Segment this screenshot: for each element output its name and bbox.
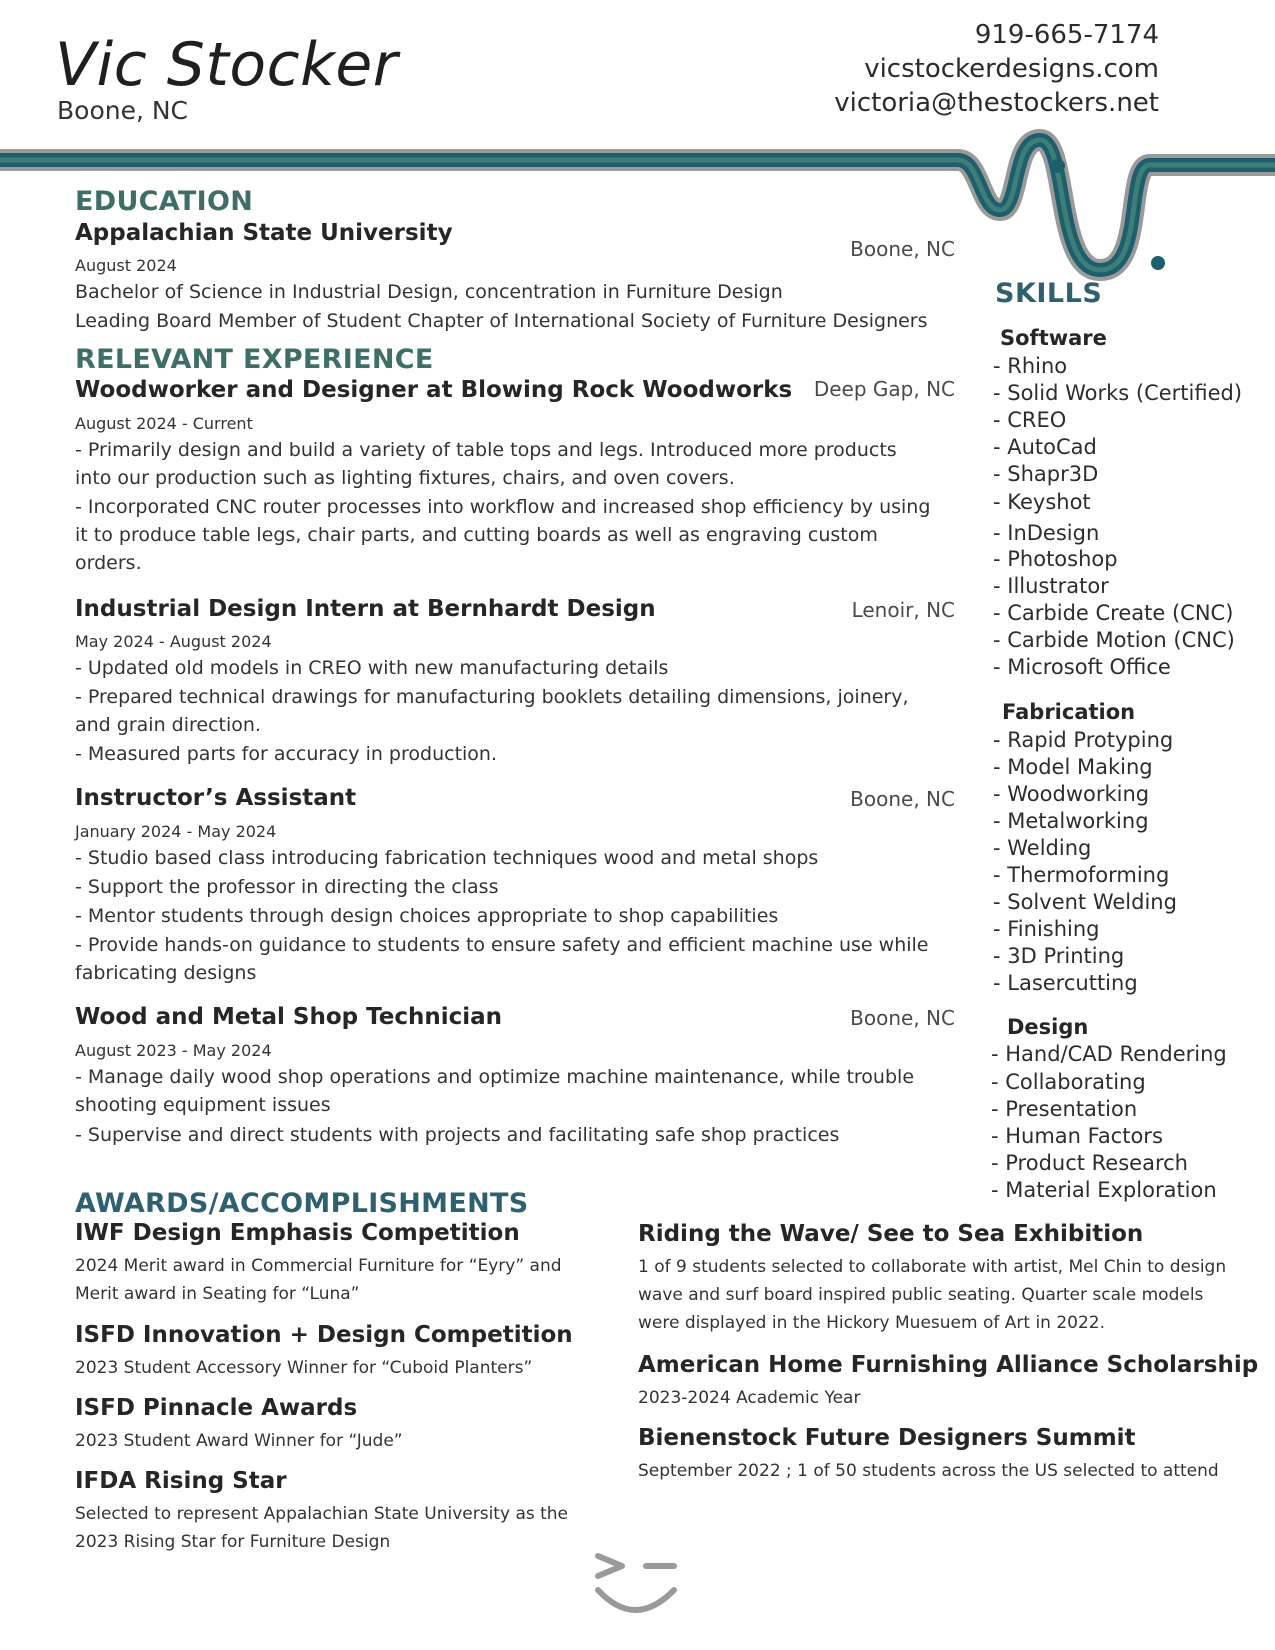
skill-item: - Shapr3D (993, 462, 1099, 486)
resume-location: Boone, NC (57, 96, 189, 125)
skill-item: - Product Research (991, 1151, 1188, 1175)
email-link[interactable]: victoria@thestockers.net (834, 88, 1159, 118)
job-title: Wood and Metal Shop Technician (75, 1004, 503, 1030)
award-description: 1 of 9 students selected to collaborate with artist, Mel Chin to design wave and surf board inspired public seating. Quarter scale models were displayed in the Hickory Muesuem of Art in 2022. (638, 1257, 1227, 1333)
job-bullet: - Manage daily wood shop operations and optimize machine maintenance, while trouble shooting equipment issues (75, 1066, 915, 1116)
skill-item: - Material Exploration (991, 1178, 1217, 1202)
skill-item: - Lasercutting (993, 971, 1138, 995)
award-title: ISFD Pinnacle Awards (75, 1395, 358, 1421)
skill-item: - Solvent Welding (993, 890, 1177, 914)
job-location: Boone, NC (850, 1006, 955, 1030)
degree: Bachelor of Science in Industrial Design, concentration in Furniture Design (75, 281, 783, 303)
job-bullet: - Incorporated CNC router processes into workflow and increased shop efficiency by using it to produce table legs, chair parts, and cutting boards as well as engraving custom orders. (75, 496, 931, 574)
award-description: 2023-2024 Academic Year (638, 1388, 861, 1408)
skill-item: - Thermoforming (993, 863, 1170, 887)
job-location: Deep Gap, NC (813, 377, 955, 401)
skill-item: - InDesign (993, 521, 1100, 545)
job-bullet: - Mentor students through design choices appropriate to shop capabilities (75, 905, 779, 927)
job-title: Woodworker and Designer at Blowing Rock Woodworks (75, 377, 793, 403)
skills-heading: SKILLS (995, 278, 1103, 309)
skill-item: - AutoCad (993, 435, 1097, 459)
skill-item: - Illustrator (993, 574, 1109, 598)
smiley-logo-icon (590, 1550, 680, 1620)
skill-item: - Model Making (993, 755, 1153, 779)
award-title: Bienenstock Future Designers Summit (638, 1425, 1136, 1451)
skill-category-software: Software (1000, 326, 1107, 350)
award-title: American Home Furnishing Alliance Scholarship (638, 1352, 1259, 1378)
website-link[interactable]: vicstockerdesigns.com (864, 54, 1159, 84)
skill-item: - CREO (993, 408, 1067, 432)
award-description: 2024 Merit award in Commercial Furniture for “Eyry” and Merit award in Seating for “Luna” (75, 1256, 562, 1304)
job-dates: January 2024 - May 2024 (75, 822, 277, 841)
school-name: Appalachian State University (75, 220, 453, 246)
job-bullet: - Primarily design and build a variety of table tops and legs. Introduced more products into our production such as lighting fixtures, chairs, and oven covers. (75, 439, 897, 489)
job-title: Instructor’s Assistant (75, 785, 357, 811)
award-description: 2023 Student Accessory Winner for “Cuboid Planters” (75, 1358, 533, 1378)
skill-item: - Hand/CAD Rendering (991, 1042, 1227, 1066)
job-bullet: - Measured parts for accuracy in production. (75, 743, 497, 765)
job-bullet: - Updated old models in CREO with new manufacturing details (75, 657, 669, 679)
skill-item: - Woodworking (993, 782, 1150, 806)
job-bullet: - Provide hands-on guidance to students to ensure safety and efficient machine use while fabricating designs (75, 934, 929, 984)
job-location: Boone, NC (850, 787, 955, 811)
skill-item: - Photoshop (993, 547, 1118, 571)
skill-item: - Welding (993, 836, 1092, 860)
skill-item: - Carbide Create (CNC) (993, 601, 1234, 625)
skill-item: - Rapid Protyping (993, 728, 1174, 752)
education-heading: EDUCATION (75, 186, 254, 217)
job-bullet: - Supervise and direct students with projects and facilitating safe shop practices (75, 1124, 840, 1146)
skill-item: - Rhino (993, 354, 1068, 378)
award-title: IWF Design Emphasis Competition (75, 1220, 520, 1246)
award-title: ISFD Innovation + Design Competition (75, 1322, 573, 1348)
phone-number: 919-665-7174 (974, 20, 1159, 50)
job-title: Industrial Design Intern at Bernhardt Design (75, 596, 656, 622)
skill-item: - Human Factors (991, 1124, 1163, 1148)
award-description: 2023 Student Award Winner for “Jude” (75, 1431, 403, 1451)
skill-item: - Metalworking (993, 809, 1149, 833)
job-bullet: - Studio based class introducing fabrication techniques wood and metal shops (75, 847, 819, 869)
job-location: Lenoir, NC (851, 598, 955, 622)
skill-item: - Presentation (991, 1097, 1138, 1121)
decorative-wave-divider (0, 0, 1275, 300)
wave-dot-top (1051, 159, 1065, 173)
skill-item: - Solid Works (Certified) (993, 381, 1243, 405)
skill-item: - Carbide Motion (CNC) (993, 628, 1235, 652)
award-title: Riding the Wave/ See to Sea Exhibition (638, 1221, 1144, 1247)
wave-dot-bottom (1151, 256, 1165, 270)
award-description: September 2022 ; 1 of 50 students across the US selected to attend (638, 1461, 1219, 1481)
job-dates: May 2024 - August 2024 (75, 632, 272, 651)
job-dates: August 2023 - May 2024 (75, 1041, 272, 1060)
awards-heading: AWARDS/ACCOMPLISHMENTS (75, 1188, 529, 1219)
skill-category-fabrication: Fabrication (1002, 700, 1136, 724)
skill-item: - Microsoft Office (993, 655, 1171, 679)
skill-item: - 3D Printing (993, 944, 1125, 968)
education-activity: Leading Board Member of Student Chapter of International Society of Furniture Designers (75, 310, 928, 332)
school-location: Boone, NC (850, 237, 955, 261)
job-dates: August 2024 - Current (75, 414, 253, 433)
award-description: Selected to represent Appalachian State University as the 2023 Rising Star for Furniture Design (75, 1504, 569, 1552)
job-bullet: - Support the professor in directing the class (75, 876, 499, 898)
job-bullet: - Prepared technical drawings for manufacturing booklets detailing dimensions, joinery, and grain direction. (75, 686, 909, 736)
experience-heading: RELEVANT EXPERIENCE (75, 344, 434, 375)
skill-item: - Keyshot (993, 490, 1091, 514)
skill-category-design: Design (1007, 1015, 1089, 1039)
graduation-date: August 2024 (75, 256, 177, 275)
skill-item: - Collaborating (991, 1070, 1146, 1094)
skill-item: - Finishing (993, 917, 1100, 941)
resume-name: Vic Stocker (55, 30, 398, 100)
award-title: IFDA Rising Star (75, 1468, 287, 1494)
